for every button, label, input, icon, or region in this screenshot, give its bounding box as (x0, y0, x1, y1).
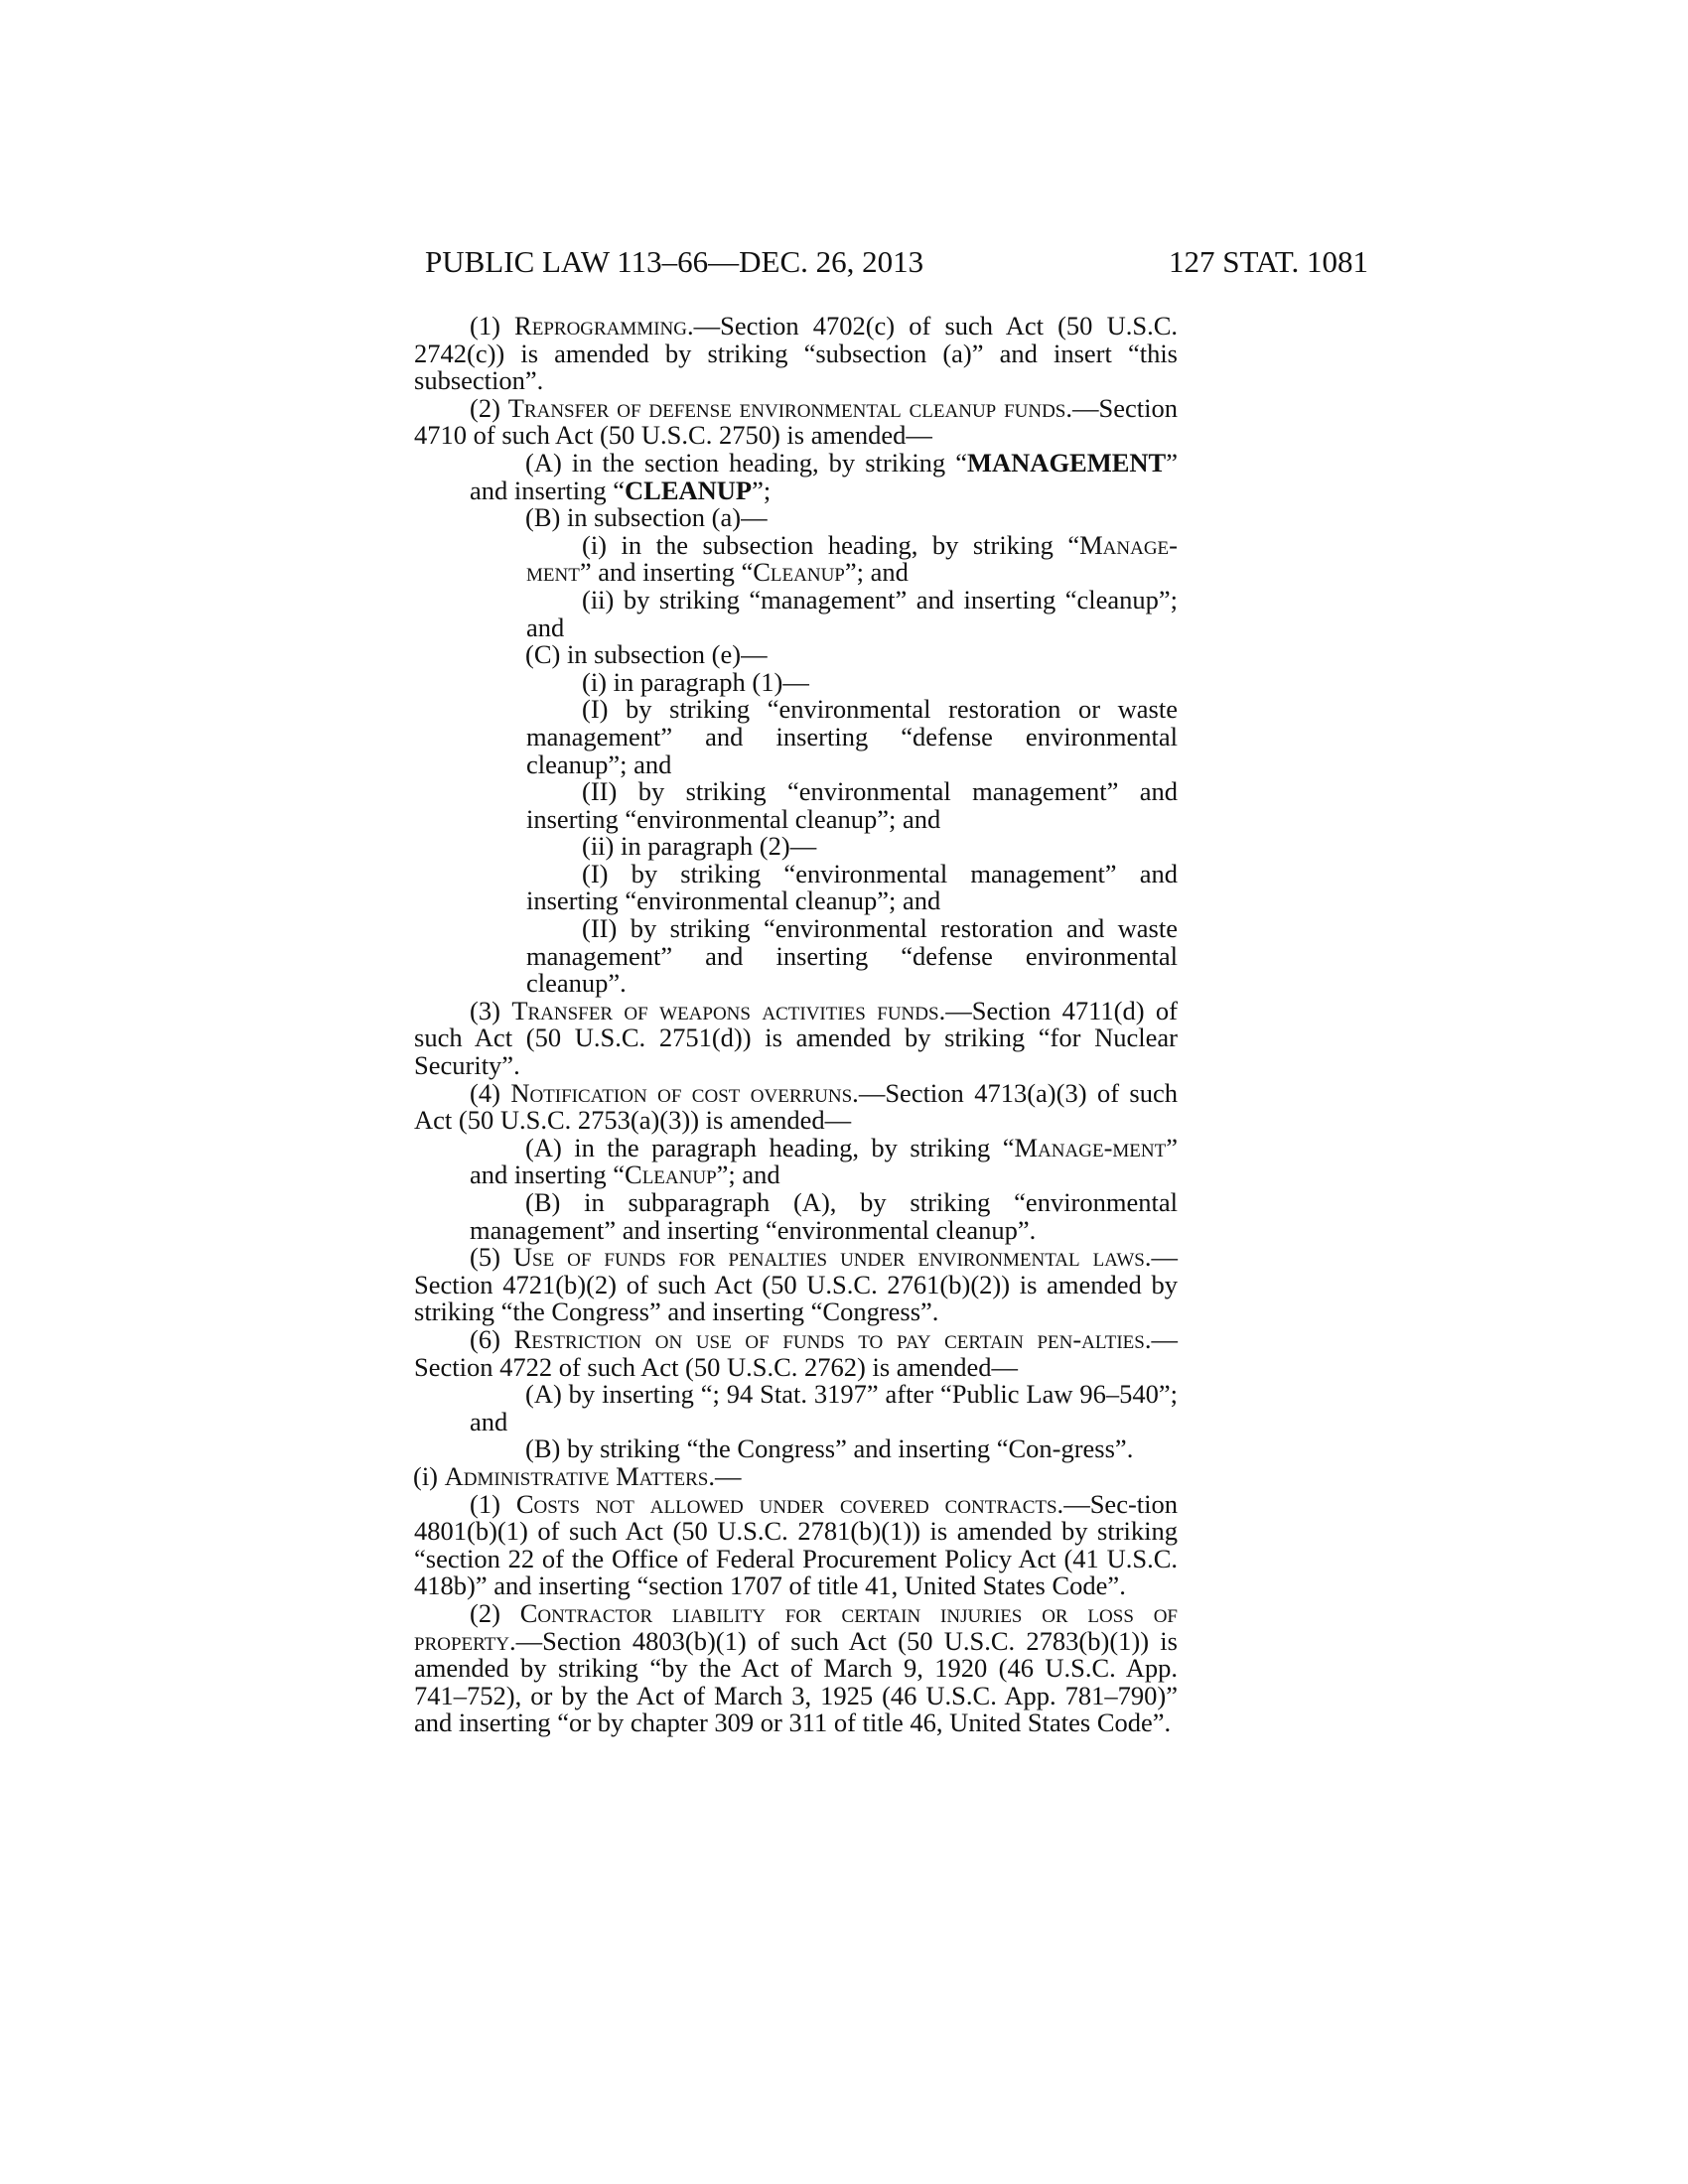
clause-ii-paragraph-2: (ii) in paragraph (2)— (582, 831, 817, 862)
subparagraph-c-subsection-e: (C) in subsection (e)— (525, 639, 768, 670)
subclause-ii-restoration: (II) by striking “environmental restoration and waste management” and inserting “defense environmental cleanup”. (526, 913, 1178, 999)
paragraph-costs-not-allowed: (1) Costs not allowed under covered contracts.—Sec-tion 4801(b)(1) of such Act (50 U.S.C. 2781(b)(1)) is amended by striking “section 22 of the Office of Federal Procurement Policy Act (41 U.S.C. 418b)” and inserting “section 1707 of title 41, United States Code”. (414, 1488, 1178, 1601)
subsection-i-administrative-matters: (i) Administrative Matters.— (413, 1460, 742, 1491)
subclause-ii-environmental-management: (II) by striking “environmental management” and inserting “environmental cleanup”; and (526, 776, 1178, 834)
subclause-i-environmental-management: (I) by striking “environmental management” and inserting “environmental cleanup”; and (526, 858, 1178, 916)
statute-page-number: 127 STAT. 1081 (1168, 244, 1368, 279)
running-header (425, 244, 1368, 284)
clause-i-subsection-heading: (i) in the subsection heading, by striking “Manage-ment” and inserting “Cleanup”; and (526, 529, 1178, 588)
subparagraph-a-inserting-stat: (A) by inserting “; 94 Stat. 3197” after “Public Law 96–540”; and (470, 1379, 1178, 1436)
paragraph-use-of-funds-penalties: (5) Use of funds for penalties under environmental laws.—Section 4721(b)(2) of such Act (50 U.S.C. 2761(b)(2)) is amended by striking “the Congress” and inserting “Congress”. (414, 1242, 1178, 1327)
subparagraph-b-subparagraph-a: (B) in subparagraph (A), by striking “environmental management” and inserting “environmental cleanup”. (470, 1187, 1178, 1245)
clause-ii-striking-management: (ii) by striking “management” and inserting “cleanup”; and (526, 584, 1178, 642)
clause-i-paragraph-1: (i) in paragraph (1)— (582, 666, 809, 697)
subparagraph-a-section-heading: (A) in the section heading, by striking “MANAGEMENT” and inserting “CLEANUP”; (470, 447, 1178, 505)
subparagraph-a-paragraph-heading: (A) in the paragraph heading, by striking “Manage-ment” and inserting “Cleanup”; and (470, 1132, 1178, 1190)
subparagraph-b-striking-congress: (B) by striking “the Congress” and inserting “Con-gress”. (525, 1433, 1134, 1464)
subparagraph-b-subsection-a: (B) in subsection (a)— (525, 502, 768, 533)
paragraph-transfer-weapons-funds: (3) Transfer of weapons activities funds.—Section 4711(d) of such Act (50 U.S.C. 2751(d)) is amended by striking “for Nuclear Security”. (414, 995, 1178, 1081)
document-body (357, 313, 1178, 1737)
paragraph-reprogramming: (1) Reprogramming.—Section 4702(c) of such Act (50 U.S.C. 2742(c)) is amended by striking “subsection (a)” and insert “this subsection”. (414, 311, 1178, 396)
paragraph-restriction-on-funds: (6) Restriction on use of funds to pay certain pen-alties.—Section 4722 of such Act (50 U.S.C. 2762) is amended— (414, 1323, 1178, 1382)
paragraph-transfer-cleanup-funds: (2) Transfer of defense environmental cleanup funds.—Section 4710 of such Act (50 U.S.C. 2750) is amended— (414, 392, 1179, 451)
paragraph-notification-cost-overruns: (4) Notification of cost overruns.—Section 4713(a)(3) of such Act (50 U.S.C. 2753(a)(3)) is amended— (414, 1077, 1179, 1136)
subclause-i-restoration: (I) by striking “environmental restoration or waste management” and inserting “defense environmental cleanup”; and (526, 694, 1178, 779)
public-law-citation: PUBLIC LAW 113–66—DEC. 26, 2013 (425, 244, 924, 279)
paragraph-contractor-liability: (2) Contractor liability for certain injuries or loss of property.—Section 4803(b)(1) of such Act (50 U.S.C. 2783(b)(1)) is amended by striking “by the Act of March 9, 1920 (46 U.S.C. App. 741–752), or by the Act of March 3, 1925 (46 U.S.C. App. 781–790)” and inserting “or by chapter 309 or 311 of title 46, United States Code”. (414, 1597, 1178, 1738)
